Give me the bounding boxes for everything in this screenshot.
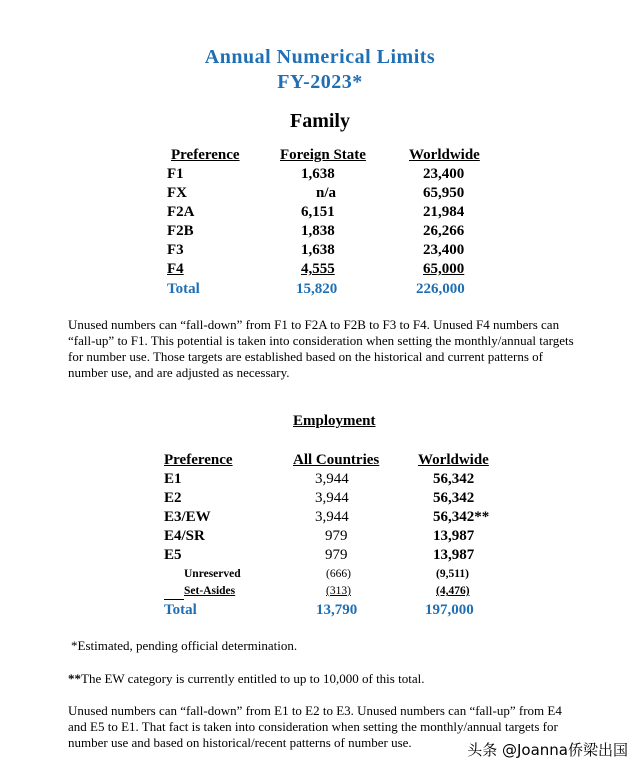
table-cell: 1,838 [301,223,335,239]
employment-note: Unused numbers can “fall-down” from E1 to E2 to E3. Unused numbers can “fall-up” from E4 and E5 to E1. That fact is taken into consideration when setting the monthly/annual targets for number use and based on historical/recent patterns of number use. [68,703,562,750]
table-cell: 1,638 [301,166,335,182]
table-cell: 56,342** [433,509,490,525]
employment-total-label: Total [164,602,197,618]
family-note: Unused numbers can “fall-down” from F1 to F2A to F2B to F3 to F4. Unused F4 numbers can “fall-up” to F1. This potential is taken into consideration when setting the monthly/annual targets for number use. Those targets are established based on the historical and current patterns of number use, and are adjusted as necessary. [68,317,574,380]
table-row-label: FX [167,185,187,201]
family-header-preference: Preference [171,147,240,163]
fiscal-year: FY-2023* [277,71,363,93]
table-cell: (313) [326,585,351,597]
table-cell: (666) [326,568,351,580]
table-row-label: F4 [167,261,184,277]
divider [164,599,184,600]
table-cell: 6,151 [301,204,335,220]
table-row-label: E5 [164,547,182,563]
table-row-label: E1 [164,471,182,487]
table-cell: 3,944 [315,471,349,487]
table-cell: 56,342 [433,471,475,487]
employment-header-preference: Preference [164,452,233,468]
table-row-label: E3/EW [164,509,211,525]
employment-header-worldwide: Worldwide [418,452,489,468]
employment-header-all-countries: All Countries [293,452,380,468]
family-header-foreign-state: Foreign State [280,147,366,163]
family-header-worldwide: Worldwide [409,147,480,163]
page-title: Annual Numerical Limits [204,46,436,68]
table-cell: 23,400 [423,166,465,182]
table-row-label: F2B [167,223,194,239]
footnote-ew [68,671,424,687]
family-total-worldwide: 226,000 [416,281,465,297]
table-cell: 13,987 [433,547,475,563]
footnote-ew-text: The EW category is currently entitled to up to 10,000 of this total. [81,671,425,686]
table-cell: 23,400 [423,242,465,258]
table-cell: 4,555 [301,261,335,277]
table-row-label: E4/SR [164,528,205,544]
table-cell: 26,266 [423,223,465,239]
table-cell: 65,000 [423,261,465,277]
table-row-label: F1 [167,166,184,182]
family-total-foreign: 15,820 [296,281,338,297]
watermark: 头条 @Joanna侨梁出国 [467,741,628,759]
table-cell: 3,944 [315,490,349,506]
footnote-estimated: *Estimated, pending official determination. [71,638,298,653]
employment-total-all-countries: 13,790 [316,602,358,618]
table-subrow-label: Set-Asides [184,585,236,597]
table-cell: 56,342 [433,490,475,506]
table-row-label: E2 [164,490,182,506]
table-row-label: F2A [167,204,195,220]
table-cell: (9,511) [436,568,469,580]
table-subrow-label: Unreserved [184,568,241,580]
table-cell: 13,987 [433,528,475,544]
table-row-label: F3 [167,242,184,258]
employment-total-worldwide: 197,000 [425,602,474,618]
table-cell: 65,950 [423,185,465,201]
family-heading: Family [290,110,350,132]
table-cell: 21,984 [423,204,465,220]
table-cell: (4,476) [436,585,470,597]
table-cell: 979 [325,547,348,563]
table-cell: 1,638 [301,242,335,258]
table-cell: 3,944 [315,509,349,525]
footnote-ew-marker: ** [68,671,81,686]
table-cell: n/a [316,185,337,201]
family-total-label: Total [167,281,200,297]
table-cell: 979 [325,528,348,544]
employment-heading: Employment [293,413,376,429]
